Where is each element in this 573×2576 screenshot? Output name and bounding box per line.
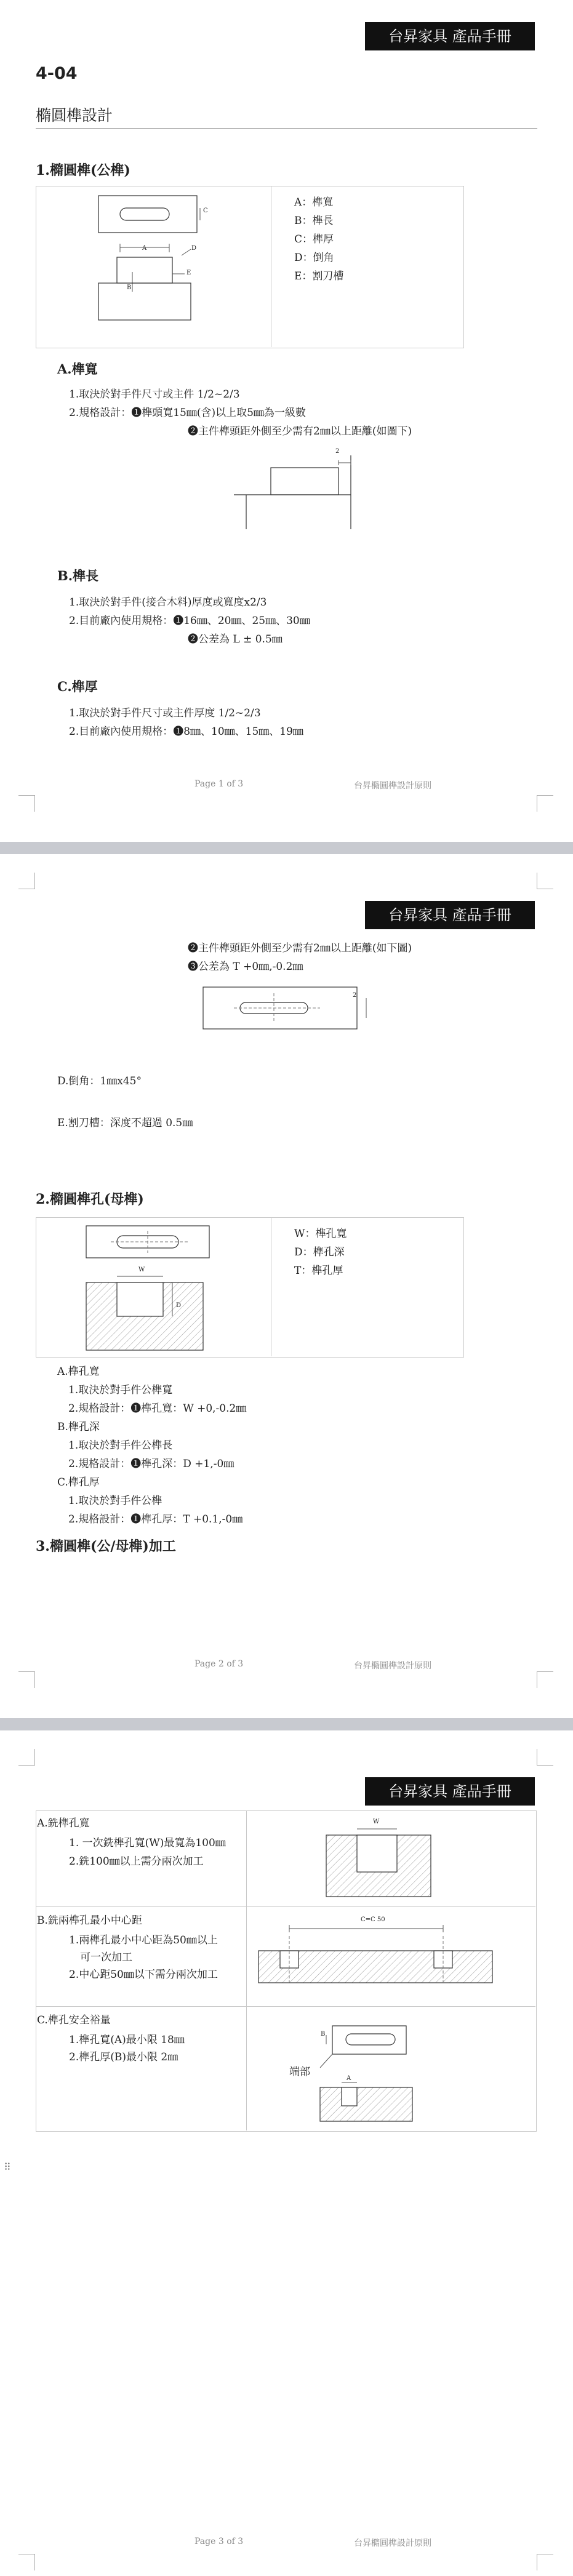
list-item: 2.規格設計：❶榫孔厚：T +0.1,-0㎜ — [68, 1513, 243, 1526]
brand-banner: 台昇家具 產品手冊 — [365, 22, 535, 50]
fig-label-w: W — [373, 1818, 380, 1825]
list-item: 1.取決於對手件公榫長 — [68, 1439, 173, 1452]
brand-banner: 台昇家具 產品手冊 — [365, 1777, 535, 1806]
list-item: 1.取決於對手件公榫寬 — [68, 1384, 173, 1396]
footer-doc-name: 台昇橢圓榫設計原則 — [354, 1661, 431, 1671]
crop-mark — [537, 873, 553, 889]
section-title: 2.橢圓榫孔(母榫) — [36, 1191, 144, 1207]
text-line: 2.銑100㎜以上需分兩次加工 — [69, 1855, 204, 1868]
fig-label-w: W — [138, 1266, 145, 1273]
legend-item: E：割刀槽 — [294, 270, 344, 282]
crop-mark — [18, 1671, 35, 1688]
text-line: ❷主件榫頭距外側至少需有2㎜以上距離(如下圖) — [188, 942, 412, 954]
page-gap — [0, 842, 573, 854]
footer-page-number: Page 3 of 3 — [194, 2537, 244, 2546]
center-distance-diagram — [252, 1915, 499, 1989]
document-page-3 — [0, 1730, 573, 2576]
mortise-width-diagram — [320, 1823, 443, 1903]
safety-margin-diagram — [308, 2014, 443, 2124]
text-line: 2.中心距50㎜以下需分兩次加工 — [69, 1969, 218, 1981]
fig-label-a: A — [142, 245, 147, 252]
text-line: ❷主件榫頭距外側至少需有2㎜以上距離(如圖下) — [188, 425, 412, 438]
crop-mark — [18, 873, 35, 889]
legend-item: D：榫孔深 — [294, 1246, 345, 1258]
row-title: C.榫孔安全裕量 — [37, 2014, 111, 2026]
page-gap — [0, 1718, 573, 1730]
mortise-diagram — [80, 1221, 240, 1354]
fig-label: C=C 50 — [361, 1916, 385, 1923]
document-title: 橢圓榫設計 — [36, 106, 113, 124]
document-page-2 — [0, 854, 573, 1718]
text-line: 2.規格設計：❶榫頭寬15㎜(含)以上取5㎜為一級數 — [69, 407, 306, 419]
table-row-divider — [36, 2006, 535, 2007]
text-line: 1.取決於對手件尺寸或主件 1/2~2/3 — [69, 388, 240, 401]
table-row-divider — [36, 1906, 535, 1907]
row-title: B.銑兩榫孔最小中心距 — [37, 1914, 142, 1927]
end-label: 端部 — [289, 2066, 310, 2078]
crop-mark — [18, 2554, 35, 2570]
legend-item: A：榫寬 — [294, 196, 334, 209]
legend-item: C：榫厚 — [294, 233, 334, 246]
footer-doc-name: 台昇橢圓榫設計原則 — [354, 2538, 431, 2548]
list-item: C.榫孔厚 — [57, 1476, 100, 1489]
text-line: 1.取決於對手件尺寸或主件厚度 1/2~2/3 — [69, 707, 261, 719]
fig-label: 2 — [353, 992, 357, 999]
fig-label-e: E — [186, 270, 191, 276]
legend-item: W：榫孔寬 — [294, 1228, 347, 1240]
list-item: 2.規格設計：❶榫孔深：D +1,-0㎜ — [68, 1458, 234, 1470]
footer-page-number: Page 1 of 3 — [194, 779, 244, 789]
title-rule — [36, 128, 537, 129]
brand-banner: 台昇家具 產品手冊 — [365, 901, 535, 929]
mortise-spec-list — [57, 1362, 246, 1529]
crop-mark — [18, 1749, 35, 1766]
legend-list — [294, 193, 343, 286]
legend-item: T：榫孔厚 — [294, 1265, 343, 1277]
row-title: A.銑榫孔寬 — [37, 1817, 90, 1830]
footer-doc-name: 台昇橢圓榫設計原則 — [354, 781, 431, 791]
section-title: 3.橢圓榫(公/母榫)加工 — [36, 1538, 176, 1554]
text-line: E.割刀槽：深度不超過 0.5㎜ — [57, 1117, 193, 1129]
fig-label-a: A — [347, 2075, 351, 2082]
text-line: 可一次加工 — [80, 1951, 132, 1964]
text-line: ❷公差為 L ± 0.5㎜ — [188, 633, 282, 646]
legend-list — [294, 1225, 347, 1280]
drag-handle-icon[interactable]: ⠿ — [4, 2161, 11, 2173]
fig-label-c: C — [203, 207, 208, 214]
fig-label-b: B — [127, 284, 132, 291]
tenon-offset-diagram — [197, 981, 375, 1036]
list-item: A.榫孔寬 — [57, 1366, 100, 1378]
text-line: 1. 一次銑榫孔寬(W)最寬為100㎜ — [69, 1837, 226, 1849]
list-item: B.榫孔深 — [57, 1421, 100, 1433]
text-line: 2.目前廠內使用規格：❶16㎜、20㎜、25㎜、30㎜ — [69, 615, 310, 627]
crop-mark — [537, 1749, 553, 1766]
text-line: 1.兩榫孔最小中心距為50㎜以上 — [69, 1934, 218, 1946]
fig-label-d: D — [176, 1302, 182, 1309]
legend-item: D：倒角 — [294, 252, 334, 264]
text-line: 2.榫孔厚(B)最小限 2㎜ — [69, 2051, 178, 2063]
list-item: 2.規格設計：❶榫孔寬：W +0,-0.2㎜ — [68, 1402, 247, 1415]
text-line: 1.榫孔寬(A)最小限 18㎜ — [69, 2034, 185, 2046]
fig-label-d: D — [191, 245, 197, 252]
text-line: 1.取決於對手件(接合木料)厚度或寬度x2/3 — [69, 596, 267, 609]
subsection-title: A.榫寬 — [57, 361, 98, 377]
text-line: 2.目前廠內使用規格：❶8㎜、10㎜、15㎜、19㎜ — [69, 726, 303, 738]
table-divider — [246, 1810, 247, 2130]
crop-mark — [537, 1671, 553, 1688]
crop-mark — [18, 795, 35, 812]
section-title: 1.橢圓榫(公榫) — [36, 162, 130, 178]
footer-page-number: Page 2 of 3 — [194, 1659, 244, 1669]
crop-mark — [537, 795, 553, 812]
subsection-title: B.榫長 — [57, 568, 99, 583]
text-line: D.倒角：1㎜x45° — [57, 1075, 142, 1087]
document-code: 4-04 — [36, 64, 78, 83]
subsection-title: C.榫厚 — [57, 679, 98, 694]
list-item: 1.取決於對手件公榫 — [68, 1495, 162, 1507]
text-line: ❸公差為 T +0㎜,-0.2㎜ — [188, 961, 303, 973]
legend-item: B：榫長 — [294, 215, 334, 227]
crop-mark — [537, 2554, 553, 2570]
document-page-1 — [0, 0, 573, 842]
tenon-edge-diagram — [209, 449, 369, 535]
fig-label: 2 — [335, 448, 340, 455]
fig-label-b: B — [321, 2031, 326, 2038]
